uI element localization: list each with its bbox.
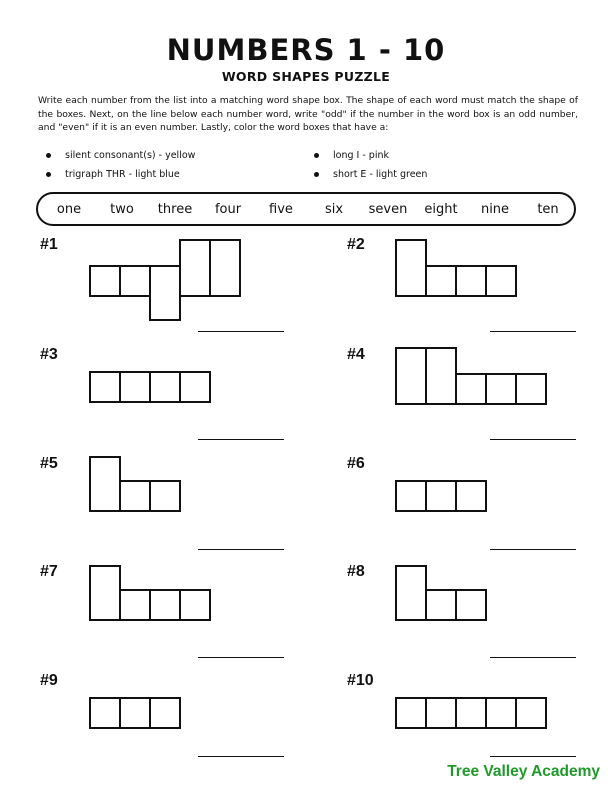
letter-box[interactable] [455,589,487,621]
page-subtitle: WORD SHAPES PUZZLE [221,69,391,84]
letter-box[interactable] [455,265,487,297]
bullet-icon [46,153,51,158]
letter-box[interactable] [149,371,181,403]
color-rule-text: short E - light green [333,169,428,180]
page-title: NUMBERS 1 - 10 [166,33,446,67]
color-rules-left [46,146,195,184]
word-bank-item: ten [537,202,559,217]
letter-box[interactable] [485,265,517,297]
word-bank-item: seven [368,202,408,217]
letter-box[interactable] [485,697,517,729]
puzzle-label: #1 [40,236,58,253]
color-rule-text: trigraph THR - light blue [65,169,180,180]
letter-box[interactable] [395,480,427,512]
brand-footer: Tree Valley Academy [447,763,600,780]
instructions-text: Write each number from the list into a matching word shape box. The shape of each word must match the shape of the boxes. Next, on the line below each number word, write "odd" if the number in the word box is an odd number, and "even" if it is an even number. Lastly, color the word boxes that have a: [38,95,578,134]
puzzle-label: #6 [347,455,365,472]
letter-box[interactable] [515,697,547,729]
letter-box[interactable] [119,371,151,403]
puzzle-label: #2 [347,236,365,253]
letter-box[interactable] [119,480,151,512]
answer-line[interactable] [490,549,576,550]
letter-box[interactable] [515,373,547,405]
bullet-icon [46,172,51,177]
letter-box[interactable] [119,265,151,297]
puzzle-label: #10 [347,672,374,689]
letter-box[interactable] [149,697,181,729]
word-bank-item: eight [424,202,458,217]
word-bank-item: four [214,202,242,217]
letter-box[interactable] [119,697,151,729]
letter-box[interactable] [395,697,427,729]
answer-line[interactable] [198,657,284,658]
color-rule [314,146,427,165]
puzzle-label: #3 [40,346,58,363]
color-rule-text: silent consonant(s) - yellow [65,150,196,161]
letter-box[interactable] [395,565,427,621]
letter-box[interactable] [425,480,457,512]
letter-box[interactable] [425,347,457,405]
letter-box[interactable] [89,697,121,729]
letter-box[interactable] [395,347,427,405]
letter-box[interactable] [485,373,517,405]
puzzle-label: #5 [40,455,58,472]
letter-box[interactable] [119,589,151,621]
answer-line[interactable] [490,756,576,757]
puzzle-label: #8 [347,563,365,580]
color-rule [46,165,195,184]
answer-line[interactable] [198,331,284,332]
puzzle-label: #9 [40,672,58,689]
letter-box[interactable] [89,456,121,512]
word-bank-item: three [157,202,193,217]
letter-box[interactable] [179,589,211,621]
letter-box[interactable] [425,697,457,729]
letter-box[interactable] [179,239,211,297]
letter-box[interactable] [425,589,457,621]
word-bank-item: two [110,202,134,217]
letter-box[interactable] [209,239,241,297]
letter-box[interactable] [455,480,487,512]
bullet-icon [314,172,319,177]
letter-box[interactable] [455,373,487,405]
letter-box[interactable] [89,371,121,403]
color-rule-text: long I - pink [333,150,389,161]
answer-line[interactable] [490,439,576,440]
answer-line[interactable] [198,439,284,440]
puzzle-label: #4 [347,346,365,363]
letter-box[interactable] [89,265,121,297]
answer-line[interactable] [198,549,284,550]
word-bank-item: six [324,202,344,217]
color-rule [46,146,195,165]
color-rules-right [314,146,427,184]
bullet-icon [314,153,319,158]
color-rule [314,165,427,184]
word-bank-item: one [56,202,82,217]
answer-line[interactable] [198,756,284,757]
letter-box[interactable] [455,697,487,729]
letter-box[interactable] [395,239,427,297]
word-bank-item: nine [480,202,510,217]
letter-box[interactable] [425,265,457,297]
puzzle-label: #7 [40,563,58,580]
letter-box[interactable] [149,480,181,512]
answer-line[interactable] [490,331,576,332]
word-bank-item: five [269,202,293,217]
letter-box[interactable] [149,265,181,321]
letter-box[interactable] [179,371,211,403]
letter-box[interactable] [149,589,181,621]
letter-box[interactable] [89,565,121,621]
word-bank [36,192,576,226]
answer-line[interactable] [490,657,576,658]
